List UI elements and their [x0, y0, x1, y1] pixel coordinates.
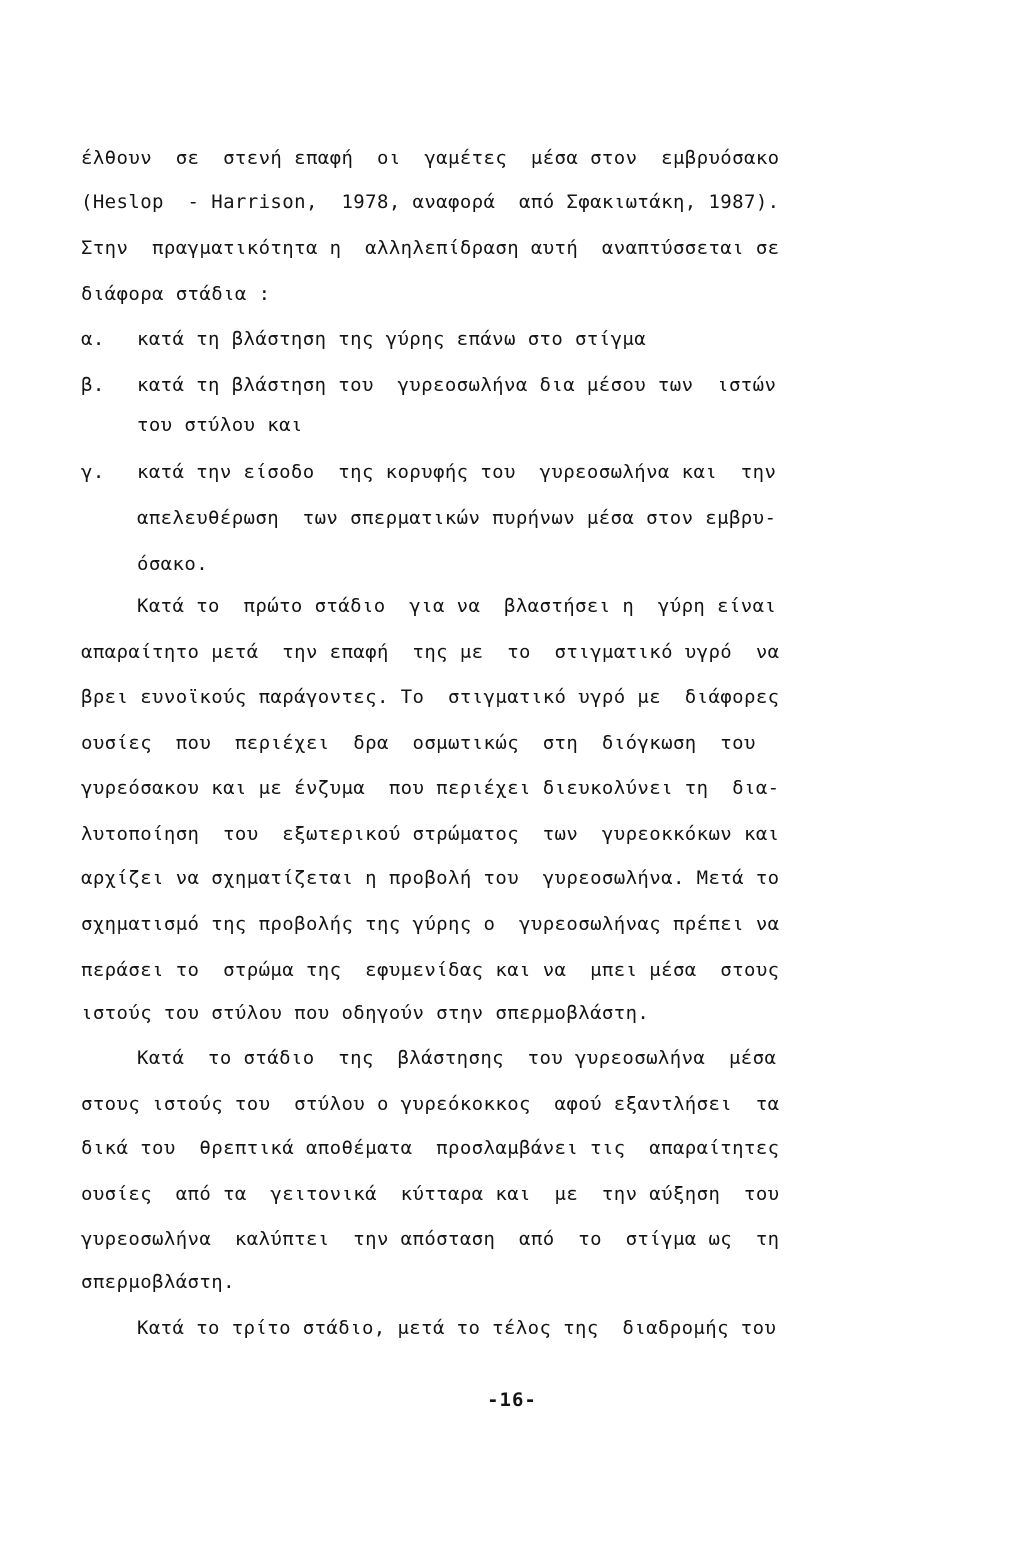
list-item-c: κατά την είσοδο της κορυφής του γυρεοσωλήνα και την: [137, 461, 777, 483]
body-line: (Heslop - Harrison, 1978, αναφορά από Σφακιωτάκη, 1987).: [81, 191, 780, 213]
list-item-b: κατά τη βλάστηση του γυρεοσωλήνα δια μέσου των ιστών: [137, 374, 777, 396]
body-line: διάφορα στάδια :: [81, 283, 271, 305]
body-line: λυτοποίηση του εξωτερικού στρώματος των γυρεοκκόκων και: [81, 823, 780, 845]
body-line: έλθουν σε στενή επαφή οι γαμέτες μέσα στον εμβρυόσακο: [81, 147, 780, 169]
body-line: σχηματισμό της προβολής της γύρης ο γυρεοσωλήνας πρέπει να: [81, 913, 780, 935]
list-item-a: κατά τη βλάστηση της γύρης επάνω στο στίγμα: [137, 328, 647, 350]
body-line: ουσίες που περιέχει δρα οσμωτικώς στη διόγκωση του: [81, 732, 756, 754]
body-line: βρει ευνοϊκούς παράγοντες. Το στιγματικό υγρό με διάφορες: [81, 686, 780, 708]
list-item-c-continued: όσακο.: [137, 553, 209, 575]
body-line: ιστούς του στύλου που οδηγούν στην σπερμοβλάστη.: [81, 1002, 650, 1024]
body-line: στους ιστούς του στύλου ο γυρεόκοκκος αφού εξαντλήσει τα: [81, 1093, 780, 1115]
body-line: ουσίες από τα γειτονικά κύτταρα και με την αύξηση του: [81, 1183, 780, 1205]
body-line: απαραίτητο μετά την επαφή της με το στιγματικό υγρό να: [81, 641, 780, 663]
paragraph-start: Κατά το τρίτο στάδιο, μετά το τέλος της διαδρομής του: [137, 1317, 777, 1339]
body-line: γυρεόσακου και με ένζυμα που περιέχει διευκολύνει τη δια-: [81, 777, 780, 799]
paragraph-start: Κατά το πρώτο στάδιο για να βλαστήσει η γύρη είναι: [137, 595, 777, 617]
page-number: -16-: [487, 1389, 537, 1411]
list-label: α.: [81, 328, 105, 350]
body-line: σπερμοβλάστη.: [81, 1271, 235, 1293]
body-line: αρχίζει να σχηματίζεται η προβολή του γυρεοσωλήνα. Μετά το: [81, 867, 780, 889]
body-line: γυρεοσωλήνα καλύπτει την απόσταση από το στίγμα ως τη: [81, 1228, 780, 1250]
body-line: Στην πραγματικότητα η αλληλεπίδραση αυτή αναπτύσσεται σε: [81, 237, 780, 259]
list-item-b-continued: του στύλου και: [137, 414, 303, 436]
paragraph-start: Κατά το στάδιο της βλάστησης του γυρεοσωλήνα μέσα: [137, 1047, 777, 1069]
body-line: δικά του θρεπτικά αποθέματα προσλαμβάνει τις απαραίτητες: [81, 1137, 780, 1159]
body-line: περάσει το στρώμα της εφυμενίδας και να μπει μέσα στους: [81, 959, 780, 981]
list-label: γ.: [81, 461, 105, 483]
list-label: β.: [81, 374, 105, 396]
list-item-c-continued: απελευθέρωση των σπερματικών πυρήνων μέσα στον εμβρυ-: [137, 507, 777, 529]
